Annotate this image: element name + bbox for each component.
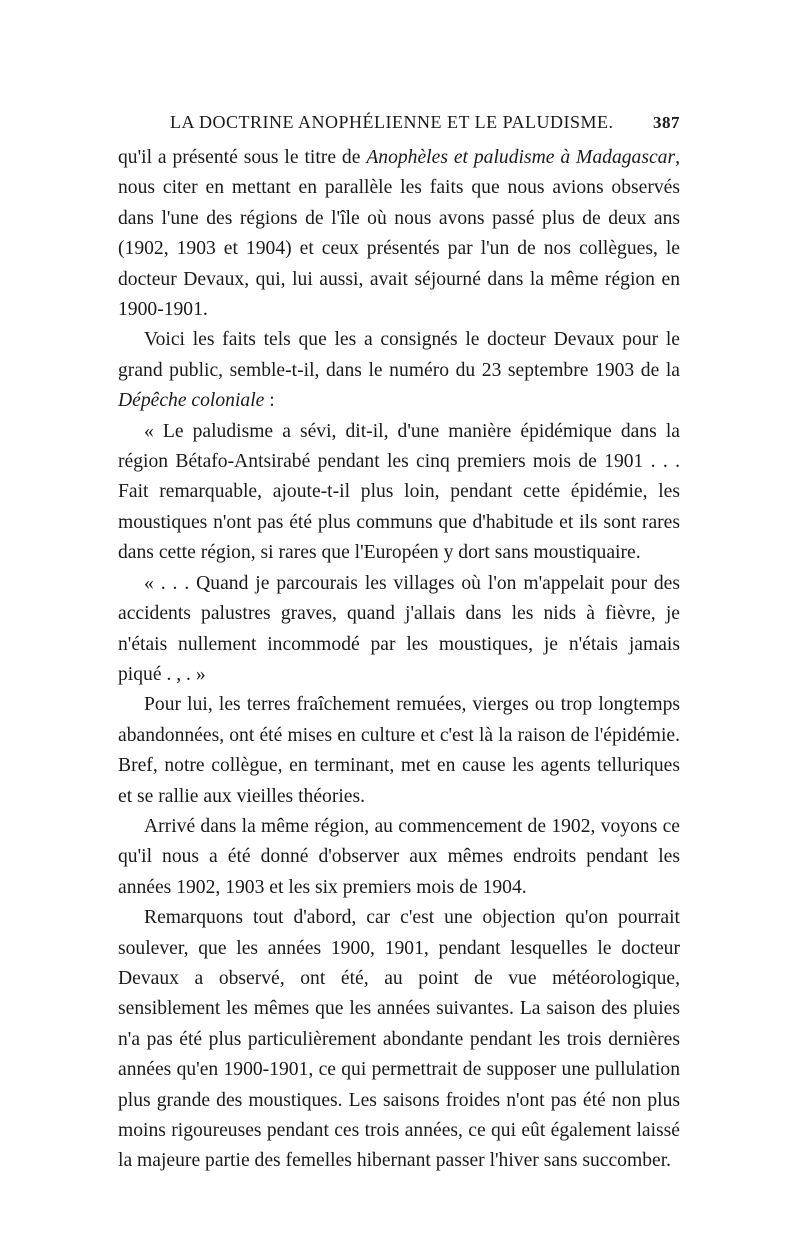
paragraph-2: [118, 325, 680, 416]
paragraph-5: Pour lui, les terres fraîchement remuées, vierges ou trop longtemps abandonnées, ont été mises en culture et c'est là la raison de l'épidémie. Bref, notre collègue, en terminant, met en cause les agents telluriques et se rallie aux vieilles théories.: [118, 694, 680, 807]
running-title: LA DOCTRINE ANOPHÉLIENNE ET LE PALUDISME.: [170, 112, 614, 132]
paragraph-1-text-b: , nous citer en mettant en parallèle les faits que nous avions observés dans l'une des régions de l'île où nous avons passé plus de deux ans (1902, 1903 et 1904) et ceux présentés par l'un de nos collègues, le docteur Devaux, qui, lui aussi, avait séjourné dans la même région en 1900-1901.: [118, 147, 680, 321]
page-number: 387: [653, 113, 680, 132]
work-title-italic: Anophèles et paludisme à Madagascar: [366, 147, 676, 168]
document-page: [118, 112, 680, 1177]
quote-paragraph-2: « . . . Quand je parcourais les villages où l'on m'appelait pour des accidents palustres graves, quand j'allais dans les nids à fièvre, je n'étais nullement incommodé par les moustiques, je n'étais jamais piqué . , . »: [118, 572, 680, 685]
paragraph-7: Remarquons tout d'abord, car c'est une objection qu'on pourrait soulever, que les années 1900, 1901, pendant lesquelles le docteur Devaux a observé, ont été, au point de vue météorologique, sensiblement les mêmes que les années suivantes. La saison des pluies n'a pas été plus particulièrement abondante pendant les trois dernières années qu'en 1900-1901, ce qui permettrait de supposer une pullulation plus grande des moustiques. Les saisons froides n'ont pas été non plus moins rigoureuses pendant ces trois années, ce qui eût également laissé la majeure partie des femelles hibernant passer l'hiver sans succomber.: [118, 907, 680, 1172]
paragraph-2-text-a: Voici les faits tels que les a consignés le docteur Devaux pour le grand public, semble-t-il, dans le numéro du 23 septembre 1903 de la: [118, 329, 680, 381]
paragraph-6: Arrivé dans la même région, au commencement de 1902, voyons ce qu'il nous a été donné d'observer aux mêmes endroits pendant les années 1902, 1903 et les six premiers mois de 1904.: [118, 815, 680, 898]
newspaper-title-italic: Dépêche coloniale: [118, 390, 265, 412]
running-head: [118, 112, 680, 133]
paragraph-2-text-b: :: [264, 390, 275, 412]
body-text: [118, 143, 680, 1177]
paragraph-1-text-a: qu'il a présenté sous le titre de: [118, 147, 367, 168]
quote-paragraph-1: « Le paludisme a sévi, dit-il, d'une manière épidémique dans la région Bétafo-Antsirabé pendant les cinq premiers mois de 1901 . . . Fait remarquable, ajoute-t-il plus loin, pendant cette épidémie, les moustiques n'ont pas été plus communs que d'habitude et ils sont rares dans cette région, si rares que l'Européen y dort sans moustiquaire.: [118, 420, 680, 564]
paragraph-1: [118, 143, 680, 325]
